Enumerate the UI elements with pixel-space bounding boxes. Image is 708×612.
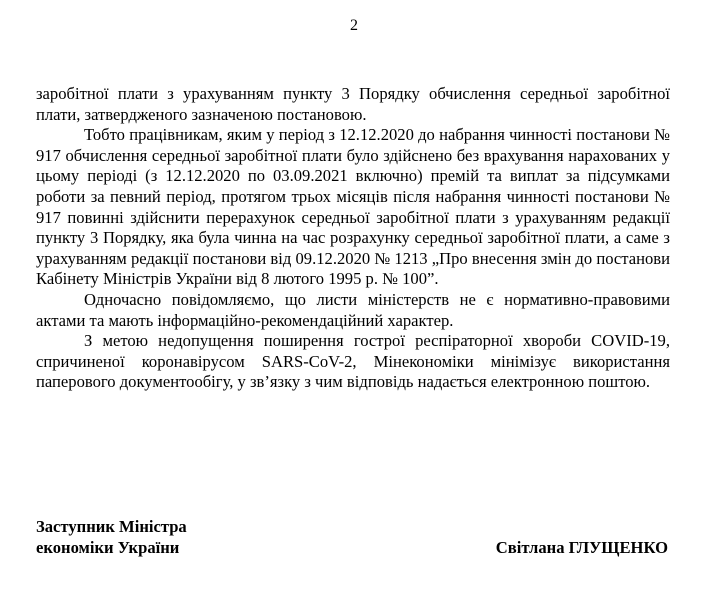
signatory-name: Світлана ГЛУЩЕНКО: [495, 538, 668, 557]
paragraph-recalculation: Тобто працівникам, яким у період з 12.12.2020 до набрання чинності постанови № 917 обчислення середньої заробітної плати було здійснено без врахування нарахованих у цьому періоді (з 12.12.2020 по 03.09.2021 включно) премій та виплат за підсумками роботи за певний період, протягом трьох місяців після набрання чинності постанови № 917 повинні здійснити перерахунок середньої заробітної плати з урахуванням редакції пункту 3 Порядку, яка була чинна на час розрахунку середньої заробітної плати, а саме з урахуванням редакції постанови від 09.12.2020 № 1213 „Про внесення змін до постанови Кабінету Міністрів України від 8 лютого 1995 р. № 100”.: [36, 125, 670, 289]
letter-body: [36, 84, 670, 393]
signatory-position-line2: економіки України: [36, 538, 180, 557]
signatory-position-line1: Заступник Міністра: [36, 517, 187, 536]
paragraph-covid-notice: З метою недопущення поширення гострої респіраторної хвороби COVID-19, спричиненої коронавірусом SARS-CoV-2, Мінекономіки мінімізує використання паперового документообігу, у зв’язку з чим відповідь надається електронною поштою.: [36, 331, 670, 392]
paragraph-legal-status: Одночасно повідомляємо, що листи міністерств не є нормативно-правовими актами та мають інформаційно-рекомендаційний характер.: [36, 289, 670, 330]
signature-block: [36, 516, 670, 558]
paragraph-continuation: заробітної плати з урахуванням пункту 3 Порядку обчислення середньої заробітної плати, затвердженого зазначеною постановою.: [36, 84, 670, 124]
page-number: 2: [350, 17, 358, 34]
